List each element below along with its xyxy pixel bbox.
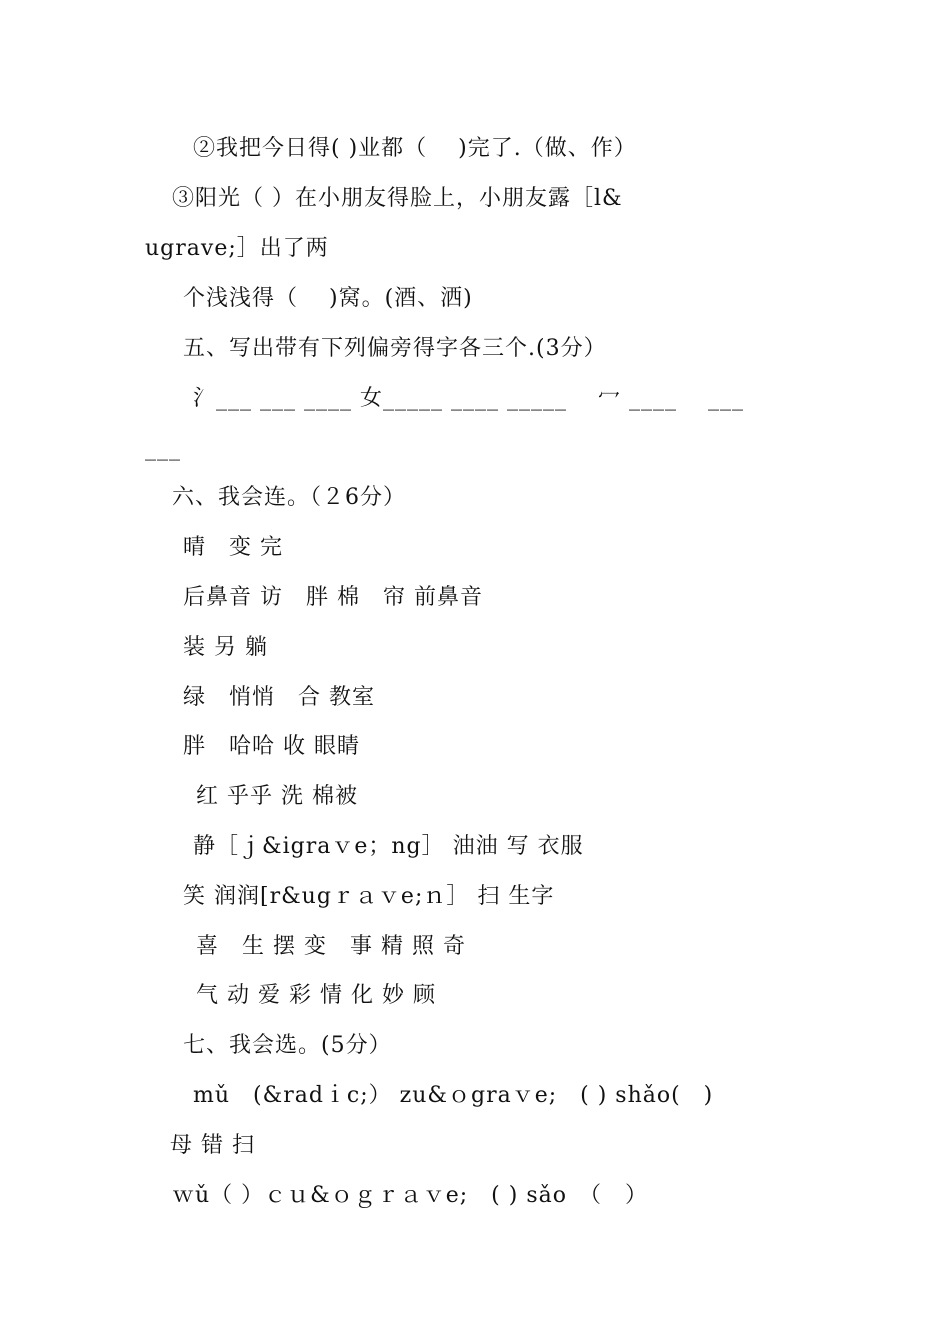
- pinyin-row-2: ｗǔ（ ）ｃｕ&ｏｇｒａｖe; ( ) sǎo （ ）: [172, 1183, 648, 1208]
- match-row-4: 绿 悄悄 合 教室: [183, 685, 375, 710]
- radical-blanks-line: 氵___ ___ ____ 女_____ ____ _____ 冖 ____ ___: [193, 386, 744, 411]
- pinyin-row-1: mǔ (&radｉc;） zu&ｏgraｖe; ( ) shǎo( ): [193, 1083, 714, 1108]
- text-line-4: 个浅浅得（ )窝。(酒、洒): [183, 286, 473, 311]
- match-row-10: 气 动 爱 彩 情 化 妙 顾: [196, 983, 436, 1008]
- match-row-9: 喜 生 摆 变 事 精 照 奇: [196, 934, 466, 959]
- match-row-1: 晴 变 完: [183, 535, 283, 560]
- section-seven-heading: 七、我会选。(5分）: [183, 1033, 392, 1058]
- section-five-heading: 五、写出带有下列偏旁得字各三个.(3分）: [183, 336, 607, 361]
- match-row-3: 装 另 躺: [183, 635, 268, 660]
- radical-blanks-continuation: ___: [145, 436, 181, 461]
- match-row-5: 胖 哈哈 收 眼睛: [183, 734, 360, 759]
- match-row-2: 后鼻音 访 胖 棉 帘 前鼻音: [183, 585, 483, 610]
- character-row: 母 错 扫: [170, 1133, 255, 1158]
- text-line-3: ugrave;］出了两: [145, 236, 329, 261]
- match-row-6: 红 乎乎 洗 棉被: [196, 784, 358, 809]
- section-six-heading: 六、我会连。（２6分）: [172, 485, 406, 510]
- text-line-1: ②我把今日得( )业都（ )完了.（做、作）: [193, 136, 637, 161]
- text-line-2: ③阳光（ ）在小朋友得脸上，小朋友露［l&: [172, 186, 623, 211]
- match-row-7: 静［ｊ&igraｖe；ng］ 油油 写 衣服: [193, 834, 584, 859]
- match-row-8: 笑 润润[r&ugｒａｖe;ｎ］ 扫 生字: [183, 884, 555, 909]
